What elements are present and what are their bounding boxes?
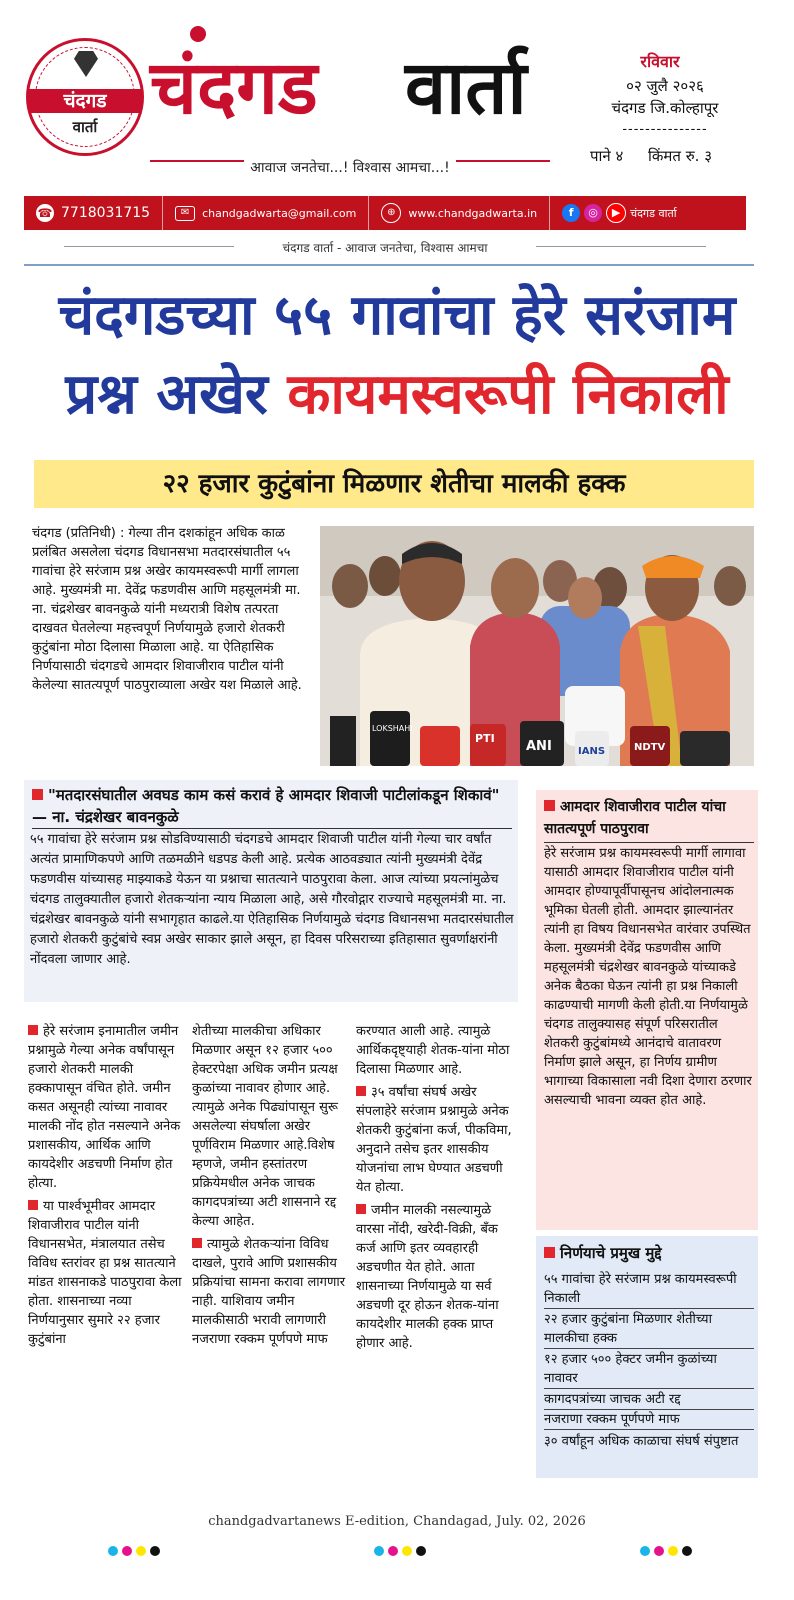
- quote-body: ५५ गावांचा हेरे सरंजाम प्रश्न सोडविण्यासाठी चंदगडचे आमदार शिवाजी पाटील यांनी गेल्या चार वर्षांत अत्यंत प्रामाणिकपणे आणि तळमळीने धडपड केली आहे. प्रत्येक आठवड्यात त्यांनी मुख्यमंत्री देवेंद्र फडणवीस यांच्यासह माझ्याकडे येऊन या प्रश्नाचा सातत्याने पाठपुरावा केला. आज त्यांच्या प्रयत्नांमुळेच चंदगड तालुक्यातील हजारो शेतकऱ्यांना न्याय मिळाला आहे, असे गौरवोद्गार राज्याचे महसूलमंत्री मा. ना. चंद्रशेखर बावनकुळे यांनी सभागृहात काढले.या ऐतिहासिक निर्णयामुळे चंदगड विधानसभा मतदारसंघातील हजारो शेतकरी कुटुंबांचे स्वप्न अखेर साकार झाले असून, हा दिवस परिसराच्या इतिहासात सुवर्णाक्षरांनी नोंदवला जाणार आहे.: [30, 832, 514, 967]
- subheadline: २२ हजार कुटुंबांना मिळणार शेतीचा मालकी हक्क: [34, 460, 754, 508]
- logo-line2: वार्ता: [72, 118, 98, 136]
- col3-para1: [356, 1022, 516, 1079]
- tagline-text: आवाज जनतेचा...! विश्वास आमचा...!: [244, 160, 455, 176]
- registration-dots-right: [640, 1546, 692, 1556]
- issue-day: रविवार: [640, 52, 680, 71]
- sidebar-followup-heading: [544, 796, 754, 840]
- key-point-1: ५५ गावांचा हेरे सरंजाम प्रश्न कायमस्वरूपी निकाली: [544, 1270, 754, 1309]
- col2-para1: [192, 1022, 352, 1231]
- mic-label-2: PTI: [475, 732, 495, 745]
- masthead-title-red: चंदगड: [150, 45, 318, 131]
- facebook-icon[interactable]: f: [562, 204, 580, 222]
- issue-date: ०२ जुलै २०२६: [626, 77, 704, 95]
- strip-rule-right: [536, 246, 706, 247]
- mic-label-3: ANI: [526, 739, 552, 754]
- key-point-2: २२ हजार कुटुंबांना मिळणार शेतीच्या मालकीचा हक्क: [544, 1310, 754, 1349]
- phone-number: 7718031715: [61, 205, 151, 221]
- key-point-3: १२ हजार ५०० हेक्टर जमीन कुळांच्या नावावर: [544, 1350, 754, 1389]
- bullet-square-icon: [32, 789, 43, 800]
- article-column-3: [356, 1022, 516, 1353]
- key-point-5: नजराणा रक्कम पूर्णपणे माफ: [544, 1410, 754, 1430]
- sidebar-followup-heading-text: आमदार शिवाजीराव पाटील यांचा सातत्यपूर्ण पाठपुरावा: [544, 799, 726, 837]
- headline-line2: [24, 360, 770, 430]
- price: किंमत रु. ३: [648, 147, 712, 165]
- quote-rule: [32, 828, 512, 829]
- instagram-icon[interactable]: ◎: [584, 204, 602, 222]
- email-icon: ✉: [175, 206, 195, 221]
- quote-heading-text: "मतदारसंघातील अवघड काम कसं करावं हे आमदार शिवाजी पाटीलांकडून शिकावं" — ना. चंद्रशेखर बावनकुळे: [32, 786, 500, 826]
- col3-para1-text: करण्यात आली आहे. त्यामुळे आर्थिकदृष्ट्याही शेतक-यांना मोठा दिलासा मिळणार आहे.: [356, 1024, 510, 1077]
- headline-line1: चंदगडच्या ५५ गावांचा हेरे सरंजाम: [58, 283, 736, 348]
- youtube-icon[interactable]: ▶: [606, 203, 626, 223]
- website-url: www.chandgadwarta.in: [408, 206, 538, 220]
- logo: [26, 38, 144, 156]
- col1-para2: [28, 1197, 188, 1349]
- col3-para2-text: ३५ वर्षांचा संघर्ष अखेर संपलाहेरे सरंजाम प्रश्नामुळे अनेक शेतकरी कुटुंबांना कर्ज, पीकविमा, अनुदाने तसेच इतर शासकीय योजनांचा लाभ घेण्यात अडचणी येत होत्या.: [356, 1085, 512, 1195]
- logo-line1: चंदगड: [29, 89, 141, 113]
- headline-line2-blue: प्रश्न अखेर: [65, 362, 268, 427]
- website-contact[interactable]: [369, 196, 550, 230]
- contact-bar: [24, 196, 746, 230]
- phone-contact[interactable]: [24, 196, 163, 230]
- sidebar-followup-rule: [544, 842, 754, 843]
- motto-strip: [24, 236, 746, 258]
- key-point-4: कागदपत्रांच्या जाचक अटी रद्द: [544, 1390, 754, 1410]
- mic-label-1: LOKSHAHI: [372, 724, 413, 733]
- bullet-square-icon: [544, 1247, 555, 1258]
- phone-icon: ☎: [37, 206, 53, 220]
- article-column-2: [192, 1022, 352, 1349]
- issue-place: चंदगड जि.कोल्हापूर: [611, 99, 719, 117]
- globe-icon: ⊕: [381, 203, 401, 223]
- masthead-title-black: वार्ता: [405, 45, 527, 131]
- mic-label-5: NDTV: [634, 742, 666, 753]
- col1-para1: [28, 1022, 188, 1193]
- page-count: पाने ४: [590, 147, 624, 165]
- col3-para3: [356, 1201, 516, 1353]
- registration-dots-center: [374, 1546, 426, 1556]
- bullet-square-icon: [356, 1086, 366, 1096]
- col1-para1-text: हेरे सरंजाम इनामातील जमीन प्रश्नामुळे गेल्या अनेक वर्षांपासून हजारो शेतकरी मालकी हक्कापासून वंचित होते. जमीन कसत असूनही त्यांच्या नावावर मालकी नोंद होत नसल्याने अनेक प्रशासकीय, आर्थिक आणि कायदेशीर अडचणी निर्माण होत होत्या.: [28, 1024, 181, 1191]
- col2-para1-text: शेतीच्या मालकीचा अधिकार मिळणार असून १२ हजार ५०० हेक्टरपेक्षा अधिक जमीन प्रत्यक्ष कुळांच्या नावावर होणार आहे. त्यामुळे अनेक पिढ्यांपासून सुरू असलेल्या संघर्षाला अखेर पूर्णविराम मिळणार आहे.विशेष म्हणजे, जमीन हस्तांतरण प्रक्रियेमधील अनेक जाचक कागदपत्रांच्या अटी शासनाने रद्द केल्या आहेत.: [192, 1024, 339, 1229]
- lead-paragraph: चंदगड (प्रतिनिधी) : गेल्या तीन दशकांहून अधिक काळ प्रलंबित असलेला चंदगड विधानसभा मतदारसंघातील ५५ गावांचा हेरे सरंजाम प्रश्न अखेर कायमस्वरूपी मार्गी लागला आहे. मुख्यमंत्री मा. देवेंद्र फडणवीस आणि महसूलमंत्री मा. ना. चंद्रशेखर बावनकुळे यांनी मध्यरात्री विशेष तत्परता दाखवत घेतलेल्या महत्त्वपूर्ण निर्णयामुळे हजारो शेतकरी कुटुंबांना मोठा दिलासा मिळाला आहे. या ऐतिहासिक निर्णयासाठी चंदगडचे आमदार शिवाजीराव पाटील यांनी केलेल्या सातत्यपूर्ण पाठपुराव्याला अखेर यश मिळाले आहे.: [32, 526, 302, 693]
- bullet-square-icon: [544, 800, 555, 811]
- bullet-square-icon: [28, 1025, 38, 1035]
- key-points-heading: [544, 1242, 754, 1264]
- col2-para2: [192, 1235, 352, 1349]
- key-points-heading-text: निर्णयाचे प्रमुख मुद्दे: [560, 1244, 662, 1262]
- sidebar-followup-body: हेरे सरंजाम प्रश्न कायमस्वरूपी मार्गी लागावा यासाठी आमदार शिवाजीराव पाटील यांनी आमदार होण्यापूर्वीपासूनच आंदोलनात्मक भूमिका घेतली होती. आमदार झाल्यानंतर त्यांनी हा विषय विधानसभेत वारंवार उपस्थित केला. मुख्यमंत्री देवेंद्र फडणवीस आणि महसूलमंत्री चंद्रशेखर बावनकुळे यांच्याकडे अनेक बैठका घेऊन त्यांनी हा प्रश्न निकाली काढण्याची मागणी केली होती.या निर्णयामुळे चंदगड तालुक्यासह संपूर्ण परिसरातील शेतकरी कुटुंबांमध्ये आनंदाचे वातावरण निर्माण झाले असून, हा निर्णय ग्रामीण भागाच्या विकासाला नवी दिशा देणारा ठरणार असल्याची भावना व्यक्त होत आहे.: [544, 846, 752, 1108]
- email-contact[interactable]: [163, 196, 369, 230]
- social-name: चंदगड वार्ता: [630, 206, 677, 220]
- tagline: [150, 158, 550, 177]
- col3-para3-text: जमीन मालकी नसल्यामुळे वारसा नोंदी, खरेदी-विक्री, बँक कर्ज आणि इतर व्यवहारही अडचणीत येत होते. आता शासनाच्या निर्णयामुळे या सर्व अडचणी दूर होऊन शेतक-यांना कायदेशीर मालकी हक्क प्राप्त होणार आहे.: [356, 1203, 499, 1351]
- headline-line2-red: कायमस्वरूपी निकाली: [287, 362, 729, 427]
- bullet-square-icon: [356, 1204, 366, 1214]
- social-links: [550, 196, 688, 230]
- mic-label-4: IANS: [578, 746, 606, 757]
- news-photo: [320, 526, 754, 766]
- col1-para2-text: या पार्श्वभूमीवर आमदार शिवाजीराव पाटील यांनी विधानसभेत, मंत्रालयात तसेच विविध स्तरांवर हा प्रश्न सातत्याने मांडत शासनाकडे पाठपुरावा केला होता. शासनाच्या नव्या निर्णयानुसार सुमारे २२ हजार कुटुंबांना: [28, 1199, 182, 1347]
- dateline-divider: ---------------: [622, 122, 708, 137]
- motto-text: चंदगड वार्ता - आवाज जनतेचा, विश्वास आमचा: [282, 241, 488, 255]
- bullet-square-icon: [28, 1200, 38, 1210]
- key-point-6: ३० वर्षांहून अधिक काळाचा संघर्ष संपुष्टात: [544, 1434, 739, 1449]
- registration-dots-left: [108, 1546, 160, 1556]
- col2-para2-text: त्यामुळे शेतकऱ्यांना विविध दाखले, पुरावे आणि प्रशासकीय प्रक्रियांचा सामना करावा लागणार नाही. याशिवाय जमीन मालकीसाठी भरावी लागणारी नजराणा रक्कम पूर्णपणे माफ: [192, 1237, 346, 1347]
- col3-para2: [356, 1083, 516, 1197]
- bullet-square-icon: [192, 1238, 202, 1248]
- footer-edition-line: chandgadvartanews E-edition, Chandagad, July. 02, 2026: [208, 1514, 586, 1529]
- quote-heading: [32, 784, 512, 828]
- article-column-1: [28, 1022, 188, 1349]
- strip-rule-left: [64, 246, 234, 247]
- email-address: chandgadwarta@gmail.com: [202, 206, 357, 220]
- header-divider: [24, 264, 754, 266]
- press-conference-illustration: [320, 526, 754, 766]
